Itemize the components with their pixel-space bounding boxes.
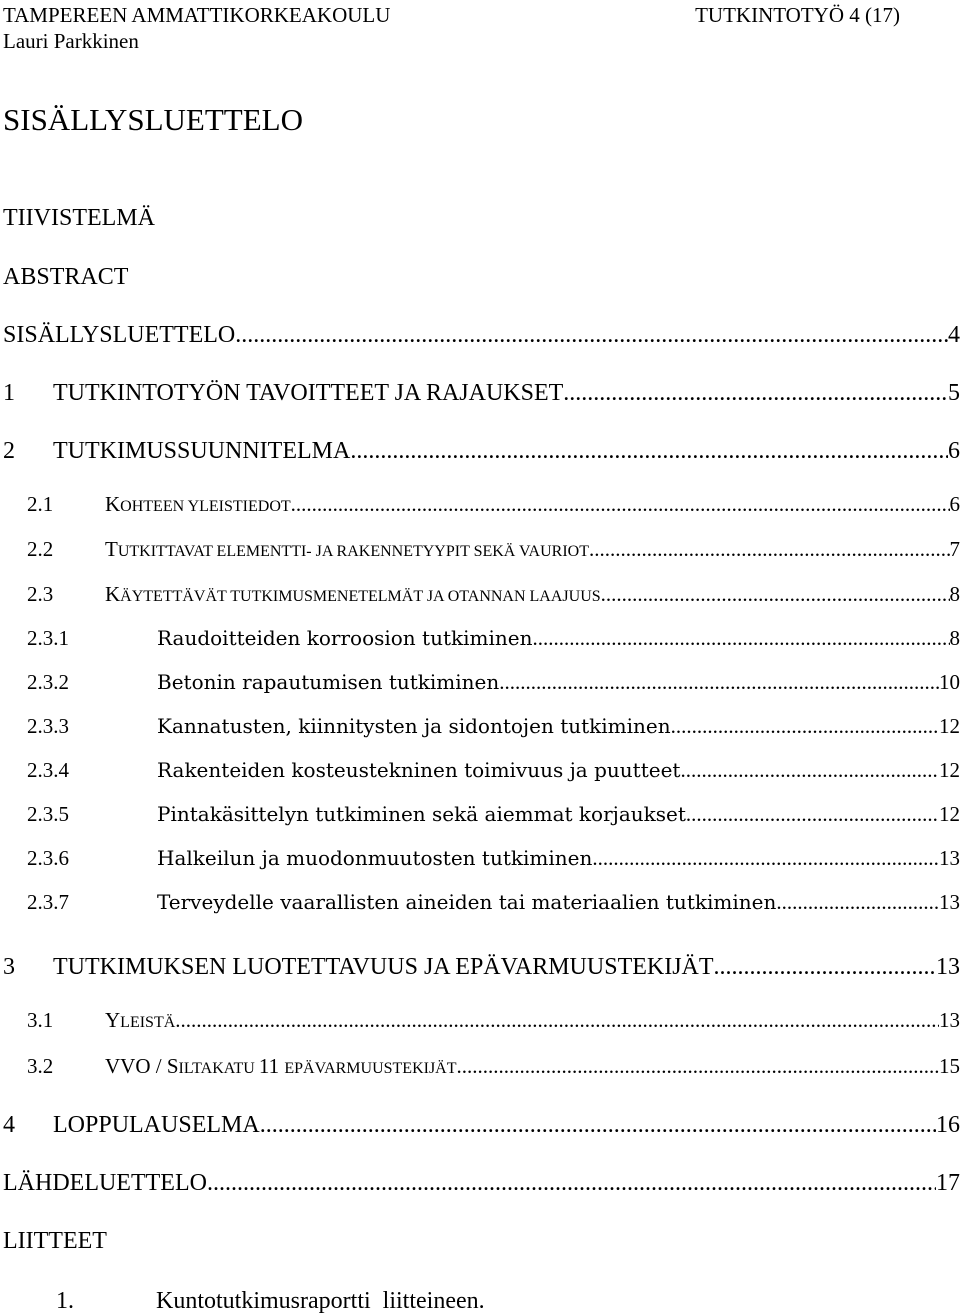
- toc-entry-page: 16: [936, 1112, 960, 1138]
- toc-entry-page: 5: [948, 380, 960, 406]
- toc-entry-text: TUTKIMUKSEN LUOTETTAVUUS JA EPÄVARMUUSTEKIJÄT: [53, 954, 714, 980]
- toc-entry-page: 6: [949, 492, 960, 516]
- toc-entry-text: KOHTEEN YLEISTIEDOT: [105, 492, 291, 516]
- toc-dot-leader: [175, 1006, 939, 1034]
- toc-entry-text: TUTKINTOTYÖN TAVOITTEET JA RAJAUKSET: [53, 380, 564, 406]
- toc-entry-text: TUTKITTAVAT ELEMENTTI- JA RAKENNETYYPIT SEKÄ VAURIOT: [105, 537, 589, 561]
- toc-entry-text: Pintakäsittelyn tutkiminen sekä aiemmat korjaukset: [157, 802, 686, 826]
- toc-dot-leader: [260, 1110, 936, 1140]
- toc-entry-number: 3.2: [27, 1054, 54, 1078]
- toc-dot-leader: [671, 712, 939, 740]
- toc-dot-leader: [350, 436, 948, 466]
- toc-entry-text: VVO / SILTAKATU 11 EPÄVARMUUSTEKIJÄT: [105, 1054, 457, 1078]
- toc-entry[interactable]: [3, 436, 960, 466]
- toc-entry-number: 2.1: [27, 492, 54, 516]
- toc-entry-text: Raudoitteiden korroosion tutkiminen: [157, 626, 533, 650]
- toc-dot-leader: [235, 320, 948, 350]
- toc-entry-number: 2.2: [27, 537, 54, 561]
- toc-entry-page: 8: [949, 582, 960, 606]
- toc-entry[interactable]: [3, 320, 960, 350]
- toc-dot-leader: [592, 844, 939, 872]
- appendices-heading: LIITTEET: [3, 1228, 107, 1254]
- toc-entry-number: 4: [3, 1112, 15, 1138]
- toc-entry-page: 13: [939, 846, 960, 870]
- toc-entry-number: 3.1: [27, 1008, 54, 1032]
- toc-entry[interactable]: [3, 1110, 960, 1140]
- toc-entry-number: 2.3: [27, 582, 54, 606]
- toc-entry-number: 2.3.2: [27, 670, 69, 694]
- page-header: [3, 2, 948, 54]
- toc-entry-page: 6: [948, 438, 960, 464]
- toc-entry[interactable]: [27, 1052, 960, 1083]
- toc-abstract: ABSTRACT: [3, 264, 129, 290]
- appendix-text: Kuntotutkimusraportti liitteineen.: [156, 1288, 485, 1314]
- toc-entry-text: Betonin rapautumisen tutkiminen: [157, 670, 500, 694]
- toc-dot-leader: [499, 668, 939, 696]
- toc-entry-text: SISÄLLYSLUETTELO: [3, 322, 236, 348]
- toc-entry-text: TUTKIMUSSUUNNITELMA: [53, 438, 351, 464]
- toc-dot-leader: [563, 378, 948, 408]
- toc-entry-text: KÄYTETTÄVÄT TUTKIMUSMENETELMÄT JA OTANNAN LAAJUUS: [105, 582, 601, 606]
- toc-entry-page: 12: [939, 802, 960, 826]
- toc-entry-page: 10: [939, 670, 960, 694]
- toc-entry[interactable]: [3, 1168, 960, 1198]
- toc-entry-page: 13: [939, 890, 960, 914]
- toc-entry-number: 2.3.5: [27, 802, 69, 826]
- toc-dot-leader: [589, 535, 950, 563]
- appendix-item: [56, 1286, 485, 1316]
- toc-entry-number: 2: [3, 438, 15, 464]
- toc-summary: TIIVISTELMÄ: [3, 205, 155, 231]
- toc-entry-text: Rakenteiden kosteustekninen toimivuus ja puutteet: [157, 758, 681, 782]
- toc-dot-leader: [776, 888, 939, 916]
- toc-entry-number: 2.3.7: [27, 890, 69, 914]
- toc-entry[interactable]: [27, 800, 960, 828]
- toc-entry[interactable]: [27, 888, 960, 916]
- toc-entry-page: 12: [939, 758, 960, 782]
- toc-entry[interactable]: [27, 668, 960, 696]
- toc-entry[interactable]: [27, 535, 960, 566]
- toc-entry-page: 15: [939, 1054, 960, 1078]
- toc-entry[interactable]: [27, 1006, 960, 1037]
- toc-entry-page: 17: [936, 1170, 960, 1196]
- toc-entry[interactable]: [3, 952, 960, 982]
- toc-entry-text: LÄHDELUETTELO: [3, 1170, 207, 1196]
- toc-entry-number: 2.3.6: [27, 846, 69, 870]
- header-institution: TAMPEREEN AMMATTIKORKEAKOULU: [3, 3, 391, 27]
- toc-entry[interactable]: [27, 712, 960, 740]
- toc-entry[interactable]: [27, 490, 960, 521]
- toc-dot-leader: [457, 1052, 939, 1080]
- toc-dot-leader: [714, 952, 936, 982]
- toc-entry-page: 4: [948, 322, 960, 348]
- toc-entry-text: Kannatusten, kiinnitysten ja sidontojen tutkiminen: [157, 714, 671, 738]
- toc-entry[interactable]: [3, 378, 960, 408]
- toc-entry[interactable]: [27, 844, 960, 872]
- toc-entry[interactable]: [27, 624, 960, 652]
- header-author: Lauri Parkkinen: [3, 29, 139, 53]
- toc-entry-number: 2.3.3: [27, 714, 69, 738]
- page-title: SISÄLLYSLUETTELO: [3, 102, 303, 137]
- toc-entry-text: Terveydelle vaarallisten aineiden tai materiaalien tutkiminen: [157, 890, 777, 914]
- toc-entry-page: 8: [949, 626, 960, 650]
- toc-entry-page: 13: [939, 1008, 960, 1032]
- toc-dot-leader: [680, 756, 939, 784]
- toc-entry-number: 3: [3, 954, 15, 980]
- toc-entry-page: 13: [936, 954, 960, 980]
- toc-dot-leader: [532, 624, 949, 652]
- toc-entry-number: 2.3.1: [27, 626, 69, 650]
- toc-entry-text: Halkeilun ja muodonmuutosten tutkiminen: [157, 846, 593, 870]
- toc-entry-number: 1: [3, 380, 15, 406]
- toc-entry[interactable]: [27, 580, 960, 611]
- toc-dot-leader: [601, 580, 950, 608]
- toc-entry-page: 7: [949, 537, 960, 561]
- toc-entry-text: LOPPULAUSELMA: [53, 1112, 260, 1138]
- toc-entry-text: YLEISTÄ: [105, 1008, 176, 1032]
- appendix-number: 1.: [56, 1288, 74, 1314]
- toc-dot-leader: [686, 800, 939, 828]
- toc-entry-number: 2.3.4: [27, 758, 69, 782]
- header-doc-type-page: TUTKINTOTYÖ 4 (17): [695, 3, 900, 27]
- toc-dot-leader: [291, 490, 950, 518]
- toc-entry[interactable]: [27, 756, 960, 784]
- toc-dot-leader: [207, 1168, 936, 1198]
- toc-entry-page: 12: [939, 714, 960, 738]
